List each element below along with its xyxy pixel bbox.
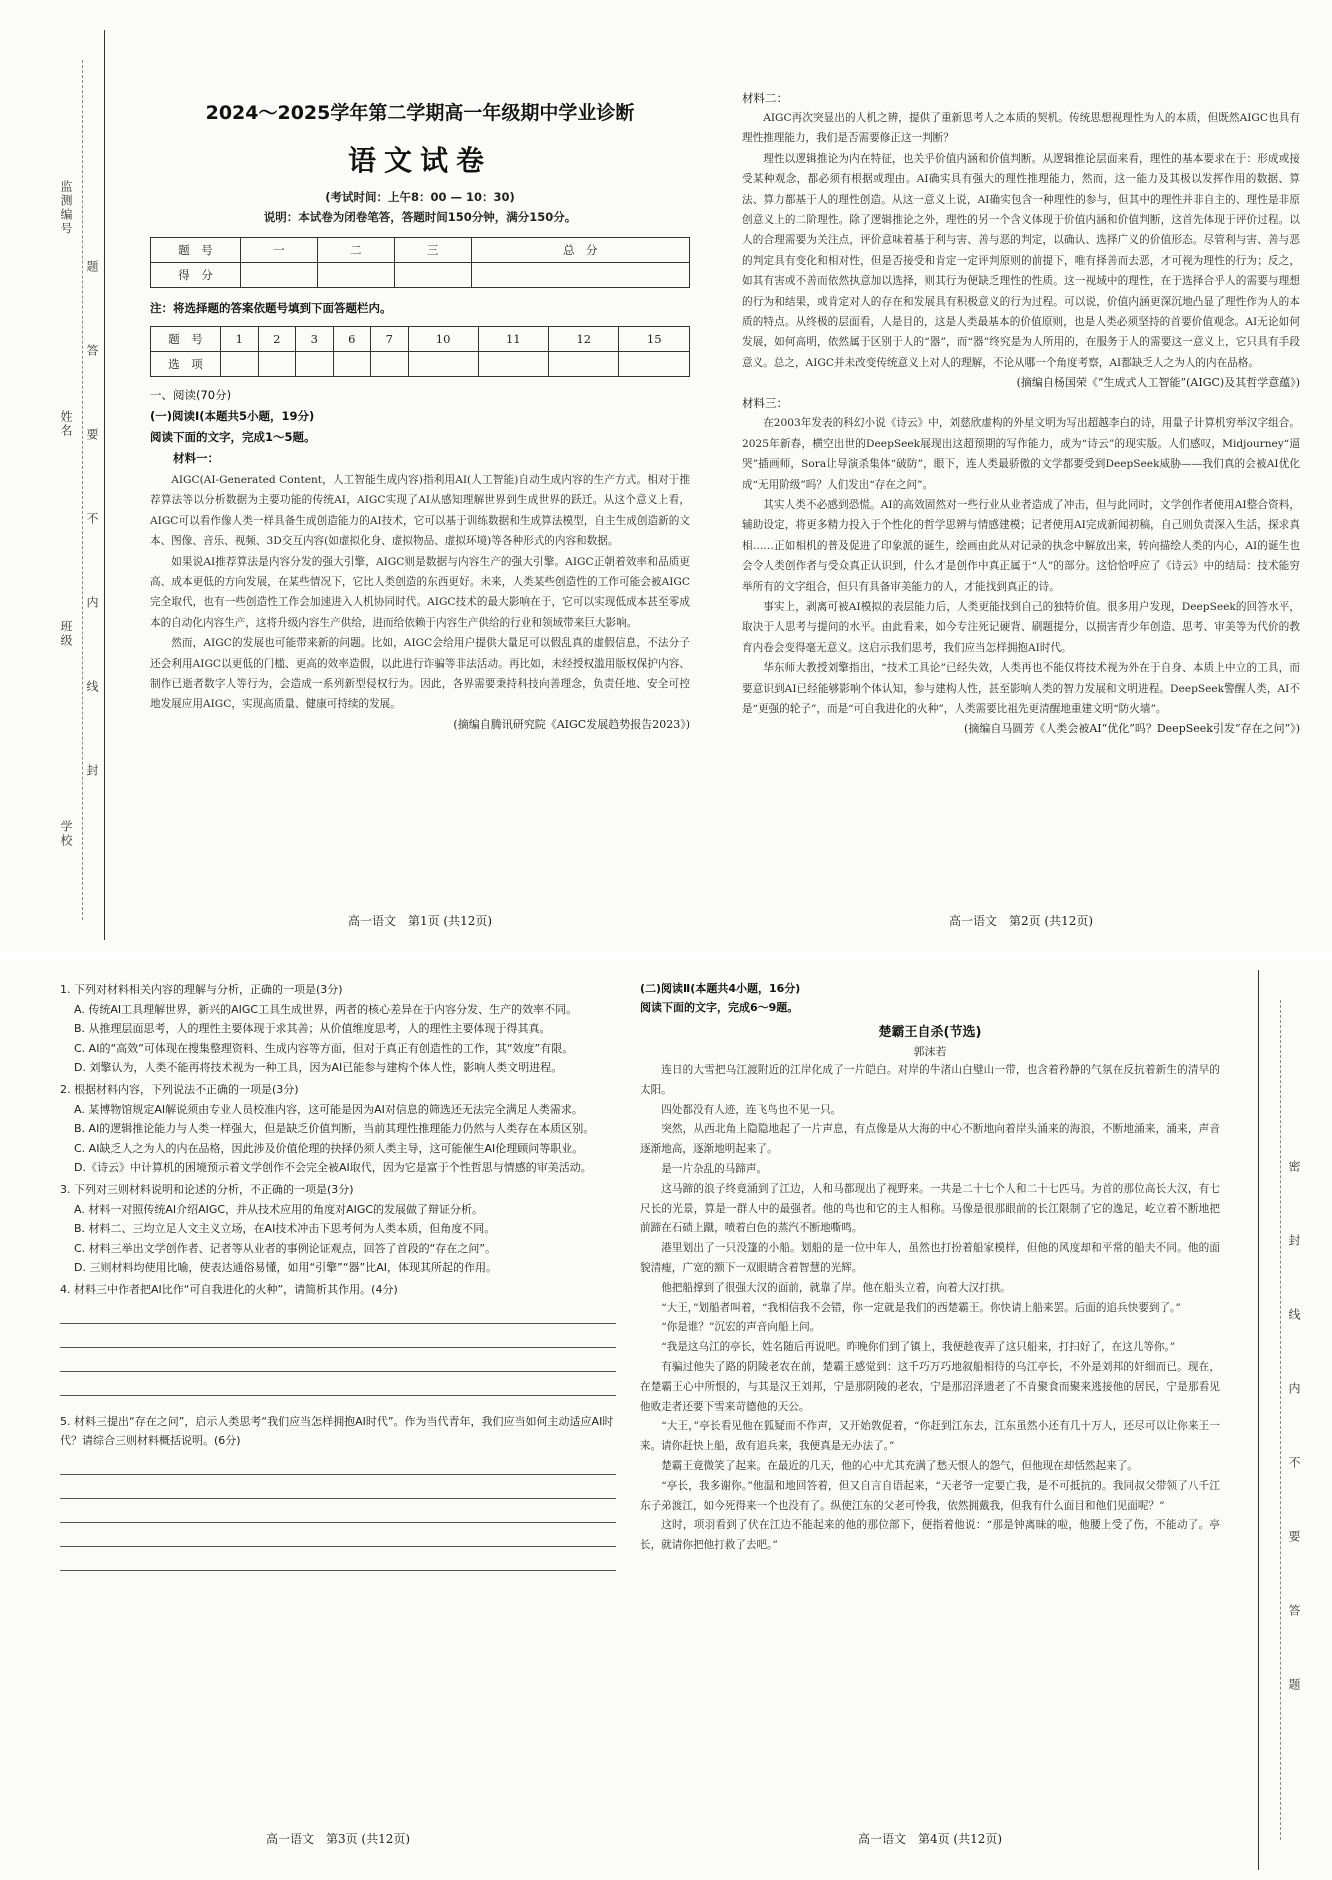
answer-line[interactable]	[60, 1300, 616, 1324]
option[interactable]: B. 材料二、三均立足人文主义立场，在AI技术冲击下思考何为人类本质，但角度不同。	[74, 1222, 496, 1236]
material1-label: 材料一：	[173, 451, 219, 465]
seal-dashed-line	[1280, 1000, 1281, 1840]
material2-paragraph: AIGC再次突显出的人机之辨，提供了重新思考人之本质的契机。传统思想视理性为人的本质，但既然AIGC也具有理性推理能力，我们是否需要修正这一判断？	[742, 112, 1300, 145]
page-footer: 高一语文 第2页 (共12页)	[948, 914, 1094, 928]
material1-source: (摘编自腾讯研究院《AIGC发展趋势报告2023》)	[453, 717, 690, 731]
option[interactable]: A. 传统AI工具理解世界，新兴的AIGC工具生成世界，两者的核心差异在于内容分发、生产的效率不同。	[74, 1002, 578, 1016]
question-4: 4. 材料三中作者把AI比作“可自我进化的火种”，请简析其作用。(4分)	[60, 1280, 616, 1396]
story-author: 郭沫若	[913, 1045, 947, 1058]
story-paragraph: 四处都没有人迹，连飞鸟也不见一只。	[661, 1103, 842, 1116]
story-paragraph: 这时，项羽看到了伏在江边不能起来的他的那位部下，便指着他说：“那是钟离昧的啦，他腰上受了伤，不能动了。亭长，就请你把他打救了去吧。”	[640, 1519, 1220, 1552]
page-footer: 高一语文 第4页 (共12页)	[857, 1832, 1003, 1846]
page3-content	[60, 980, 616, 1571]
story-paragraph: 突然，从西北角上隐隐地起了一片声息，有点像是从大海的中心不断地向着岸头涌来的海浪，不断地涌来，涌来，声音逐渐地高，逐渐地明起来了。	[640, 1123, 1220, 1156]
page-footer: 高一语文 第1页 (共12页)	[347, 914, 493, 928]
story-title: 楚霸王自杀(节选)	[878, 1025, 982, 1040]
page-gap	[0, 952, 1332, 960]
answer-cell[interactable]	[408, 352, 478, 377]
option[interactable]: A. 材料一对照传统AI介绍AIGC，并从技术应用的角度对AIGC的发展做了辩证分析。	[74, 1202, 484, 1216]
binding-line	[104, 30, 105, 940]
material3-label: 材料三：	[742, 396, 788, 411]
story-paragraph: “大王，”划船者叫着，“我相信我不会错，你一定就是我们的西楚霸王。你快请上船来罢。后面的追兵快要到了。”	[661, 1301, 1181, 1314]
page-footer: 高一语文 第3页 (共12页)	[265, 1832, 411, 1846]
material3-paragraph: 其实人类不必感到恐慌。AI的高效固然对一些行业从业者造成了冲击，但与此同时，文学创作者使用AI整合资料，辅助设定，将更多精力投入于个性化的哲学思辨与情感建模；记者使用AI完成新闻初稿，自己则负责深入生活，探求真相……正如相机的普及促进了印象派的诞生，绘画由此从对记录的执念中解放出来，转向描绘人类的内心，AI的诞生也会令人类创作者与受众真正认识到，什么才是创作中真正属于“人”的部分。这恰恰呼应了《诗云》中的结局：技术能穷举所有的文字组合，但只有具备审美能力的人，才能找到真正的诗。	[742, 498, 1300, 593]
page4-content	[640, 980, 1220, 1556]
answer-cell[interactable]	[371, 352, 409, 377]
material1-paragraph: 然而，AIGC的发展也可能带来新的问题。比如，AIGC会给用户提供大量足可以假乱真的虚假信息，不法分子还会利用AIGC以更低的门槛、更高的效率造假，以此进行诈骗等非法活动。再比如，未经授权滥用版权保护内容、制作已逝者数字人等行为，会造成一系列新型侵权行为。因此，各界需要秉持科技向善理念，负责任地、安全可控地发展应用AIGC，实现高质量、健康可持续的发展。	[150, 637, 690, 711]
answer-line[interactable]	[60, 1475, 616, 1499]
option[interactable]: D. 刘擎认为，人类不能再将技术视为一种工具，因为AI已能参与建构个体人性，影响人类文明进程。	[74, 1061, 563, 1075]
binding-line	[1258, 970, 1259, 1870]
score-cell[interactable]	[471, 263, 689, 288]
page-4	[640, 960, 1332, 1880]
name-label: 姓名	[59, 410, 73, 438]
reading1-heading: (一)阅读Ⅰ(本题共5小题，19分)	[150, 409, 315, 423]
question-1: 1. 下列对材料相关内容的理解与分析，正确的一项是(3分) A. 传统AI工具理解世界，新兴的AIGC工具生成世界，两者的核心差异在于内容分发、生产的效率不同。 B. 从推理层面思考，人的理性主要体现于求其善；从价值维度思考，人的理性主要体现于得其真。 C. AI的“高效”可体现在搜集整理资料、生成内容等方面，但对于真正有创造性的工作，其“效度”有限。 D. 刘擎认为，人类不能再将技术视为一种工具，因为AI已能参与建构个体人性，影响人类文明进程。	[60, 980, 616, 1078]
class-label: 班级	[59, 620, 73, 648]
question-3: 3. 下列对三则材料说明和论述的分析，不正确的一项是(3分) A. 材料一对照传统AI介绍AIGC，并从技术应用的角度对AIGC的发展做了辩证分析。 B. 材料二、三均立足人文主义立场，在AI技术冲击下思考何为人类本质，但角度不同。 C. 材料三举出文学创作者、记者等从业者的事例论证观点，回答了首段的“存在之问”。 D. 三则材料均使用比喻，使表达通俗易懂，如用“引擎”“器”比AI，体现其所起的作用。	[60, 1180, 616, 1278]
question-2: 2. 根据材料内容，下列说法不正确的一项是(3分) A. 某博物馆规定AI解说须由专业人员校准内容，这可能是因为AI对信息的筛选还无法完全满足人类需求。 B. AI的逻辑推论能力与人类一样强大，但是缺乏价值判断，当前其理性推理能力仍然与人类存在本质区别。 C. AI缺乏人之为人的内在品格，因此涉及价值伦理的抉择仍须人类主导，这可能催生AI伦理顾问等职业。 D.《诗云》中计算机的困境预示着文学创作不会完全被AI取代，因为它是富于个性哲思与情感的审美活动。	[60, 1080, 616, 1178]
story-paragraph: “你是谁？”沉宏的声音向船上问。	[661, 1321, 821, 1334]
answer-cell[interactable]	[478, 352, 548, 377]
material3-source: (摘编自马圆芳《人类会被AI“优化”吗？DeepSeek引发“存在之问”》)	[964, 722, 1300, 736]
material2-source: (摘编自杨国荣《“生成式人工智能”(AIGC)及其哲学意蕴》)	[1016, 376, 1300, 390]
reading2-instruction: 阅读下面的文字，完成6～9题。	[640, 1001, 799, 1014]
option[interactable]: D. 三则材料均使用比喻，使表达通俗易懂，如用“引擎”“器”比AI，体现其所起的作用。	[74, 1261, 498, 1275]
story-paragraph: 这马蹄的浪子终竟涌到了江边，人和马都现出了视野来。一共是二十七个人和二十七匹马。为首的那位高长大汉，有七尺长的光景，算是一群人中的最强者。他的鸟也和它的主人相称。马像是很那眼前的长江限制了它的逸足，屹立着不断地把前蹄在石碛上蹴，喷着白色的蒸汽不断地嘶鸣。	[640, 1182, 1220, 1235]
question-5: 5. 材料三提出“存在之问”，启示人类思考“我们应当怎样拥抱AI时代”。作为当代青年，我们应当如何主动适应AI时代？请综合三则材料概括说明。(6分)	[60, 1412, 616, 1571]
answer-cell[interactable]	[549, 352, 619, 377]
score-cell[interactable]	[394, 263, 471, 288]
option[interactable]: C. AI的“高效”可体现在搜集整理资料、生成内容等方面，但对于真正有创造性的工作，其“效度”有限。	[74, 1041, 574, 1055]
score-table: 题 号 一 二 三 总 分 得 分	[150, 237, 690, 288]
seal-text-right: 密 封 线 内 不 要 答 题	[1287, 1160, 1301, 1692]
exam-time: (考试时间：上午8：00 — 10：30)	[325, 190, 515, 204]
answer-line[interactable]	[60, 1523, 616, 1547]
material1-paragraph: 如果说AI推荐算法是内容分发的强大引擎，AIGC则是数据与内容生产的强大引擎。AIGC正朝着效率和品质更高、成本更低的方向发展，在某些情况下，它比人类创造的东西更好。未来，人类某些创造性的工作可能会被AIGC完全取代，也有一些创造性工作会加速进入人机协同时代。AIGC技术的最大影响在于，它可以实现低成本甚至零成本的自动化内容生产，这将升级内容生产供给，进而给依赖于内容生产供给的行业和领域带来巨大影响。	[150, 555, 690, 629]
answer-line[interactable]	[60, 1547, 616, 1571]
section-reading: 一、阅读(70分)	[150, 388, 232, 402]
option[interactable]: A. 某博物馆规定AI解说须由专业人员校准内容，这可能是因为AI对信息的筛选还无法完全满足人类需求。	[74, 1102, 583, 1116]
exam-subtitle: 语文试卷	[347, 144, 492, 177]
reading2-heading: (二)阅读Ⅱ(本题共4小题，16分)	[640, 982, 801, 995]
story-paragraph: 连日的大雪把乌江渡附近的江岸化成了一片皑白。对岸的牛渚山白璧山一带，也含着矜静的气氛在反抗着新生的清早的太阳。	[640, 1064, 1220, 1096]
page-3	[0, 960, 640, 1880]
story-paragraph: 他把船撑到了很强大汉的面前，就靠了岸。他在船头立着，向着大汉打拱。	[661, 1281, 1011, 1294]
choice-table: 题 号 1 2 3 6 7 10 11 12 15 选 项	[150, 326, 690, 377]
exam-number-label: 监测编号	[59, 180, 73, 236]
material2-label: 材料二：	[742, 91, 788, 105]
answer-line[interactable]	[60, 1372, 616, 1396]
material3-paragraph: 华东师大教授刘擎指出，“技术工具论”已经失效，人类再也不能仅将技术视为外在于自身、本质上中立的工具，而要意识到AI已经能够影响个体认知，参与建构人性，甚至影响人类的智力发展和文明进程。DeepSeek警醒人类，AI不是“更强的轮子”，而是“可自我进化的火种”，人类需要比祖先更清醒地重建文明“防火墙”。	[742, 662, 1300, 715]
answer-cell[interactable]	[258, 352, 296, 377]
option[interactable]: B. AI的逻辑推论能力与人类一样强大，但是缺乏价值判断，当前其理性推理能力仍然与人类存在本质区别。	[74, 1122, 595, 1136]
seal-dashed-line	[82, 60, 83, 920]
exam-title: 2024～2025学年第二学期高一年级期中学业诊断	[205, 102, 635, 124]
seal-text-inner: 题 答 要 不 内 线 封	[85, 260, 99, 778]
story-paragraph: 有骗过他失了路的阴陵老农在前，楚霸王感觉到：这千巧万巧地叙船相待的乌江亭长，不外是刘邦的奸细而已。现在，在楚霸王心中所恨的，与其是汉王刘邦，宁是那阴陵的老农，宁是那沼泽遗老了不肯聚食而聚来逃接他的居民，宁是那看见他败走者还要下雪来苛德他的天公。	[640, 1360, 1220, 1413]
answer-cell[interactable]	[619, 352, 690, 377]
story-paragraph: “亭长，我多谢你。”他温和地回答着，但又自言自语起来，“天老爷一定要亡我，是不可抵抗的。我同叔父带领了八千江东子弟渡江，如今死得来一个也没有了。纵使江东的父老可怜我，依然拥戴我，但我有什么面目和他们见面呢？”	[640, 1479, 1220, 1512]
page-2	[720, 0, 1332, 952]
material1-paragraph: AIGC(AI-Generated Content，人工智能生成内容)指利用AI(人工智能)自动生成内容的生产方式。相对于推荐算法等以分析数据为主要功能的传统AI，AIGC实现了AI从感知理解世界到生成世界的跃迁。从这个意义上看，AIGC可以看作像人类一样具备生成创造能力的AI技术，它可以基于训练数据和生成算法模型，自主生成创造新的文本、图像、音乐、视频、3D交互内容(如虚拟化身、虚拟物品、虚拟环境)等各种形式的内容和数据。	[150, 474, 690, 548]
answer-line[interactable]	[60, 1348, 616, 1372]
score-cell[interactable]	[241, 263, 318, 288]
answer-line[interactable]	[60, 1324, 616, 1348]
answer-line[interactable]	[60, 1499, 616, 1523]
school-label: 学校	[59, 820, 73, 848]
story-paragraph: 港里划出了一只没篷的小船。划船的是一位中年人，虽然也打扮着船家模样，但他的风度却和平常的船夫不同。他的面貌清瘦，广宽的额下一双眼睛含着智慧的光辉。	[640, 1242, 1220, 1274]
material2-paragraph: 理性以逻辑推论为内在特征，也关乎价值内涵和价值判断。从逻辑推论层面来看，理性的基本要求在于：形成或接受某种观念，都必须有根据或理由。AI确实具有强大的理性推理能力，然而，这一能力及其极以发挥作用的数据、算法、算力都基于人的理性创造。从这一意义上说，AI确实包含一种理性的参与，但其中的理性并非自主的、理性是非原创意义上的二阶理性。除了逻辑推论之外，理性的另一个含义体现于价值内涵和价值判断，这首先体现于评价过程。以人的合理需要为关注点，评价意味着基于利与害、善与恶的判定，以确认、选择广义的价值形态。尽管利与害、善与恶的判定具有变化和相对性，但是否接受和肯定一定评判原则的前提下，唯有择善而去恶，才可视为理性的行为；反之，如其有害或不善而依然执意加以选择，则其行为便缺乏理性的性质。这一视域中的理性，在于选择合乎人的需要与理想的行为和结果，或肯定对人的存在和发展具有积极意义的行为过程。可以说，价值内涵更深沉地凸显了理性作为人的本质的特点。从终极的层面看，人是目的，这是人类最基本的价值原则，也是人类必须坚持的首要价值观念。AI无论如何发展，如何高明，依然属于区别于人的“器”，而“器”终究是为人所用的，在服务于人的需要这一意义上，它只具有手段意义。总之，AIGC并未改变传统意义上对人的理解，不论从哪一个角度考察，AI都缺乏人之为人的内在品格。	[742, 152, 1300, 369]
page-1	[0, 0, 720, 952]
story-paragraph: 是一片杂乱的马蹄声。	[661, 1162, 768, 1175]
option[interactable]: C. AI缺乏人之为人的内在品格，因此涉及价值伦理的抉择仍须人类主导，这可能催生AI伦理顾问等职业。	[74, 1141, 584, 1155]
option[interactable]: B. 从推理层面思考，人的理性主要体现于求其善；从价值维度思考，人的理性主要体现于得其真。	[74, 1022, 551, 1036]
answer-cell[interactable]	[221, 352, 259, 377]
answer-line[interactable]	[60, 1451, 616, 1475]
material3-paragraph: 事实上，剥离可被AI模拟的表层能力后，人类更能找到自己的独特价值。很多用户发现，DeepSeek的回答水平，取决于人思考与提问的水平。由此看来，如今专注死记硬背、刷题提分，以损害青少年创造、思考、审美等为代价的教育内卷会变得毫无意义。这启示我们思考，我们应当怎样拥抱AI时代。	[742, 600, 1300, 654]
option[interactable]: C. 材料三举出文学创作者、记者等从业者的事例论证观点，回答了首段的“存在之问”。	[74, 1241, 497, 1255]
answer-cell[interactable]	[296, 352, 334, 377]
page2-content	[742, 90, 1300, 739]
story-paragraph: “大王，”亭长看见他在狐疑而不作声，又开始敦促着，“你赶到江东去，江东虽然小还有几十万人，还尽可以让你来王一来。请你赶快上船，敌有追兵来，我便真是无办法了。”	[640, 1420, 1220, 1453]
reading1-instruction: 阅读下面的文字，完成1～5题。	[150, 430, 316, 444]
story-paragraph: “我是这乌江的亭长，姓名随后再说吧。昨晚你们到了镇上，我便趁夜弄了这只船来，打扫好了，在这儿等你。”	[661, 1341, 1176, 1354]
page1-content	[150, 98, 690, 735]
exam-note: 说明：本试卷为闭卷笔答，答题时间150分钟，满分150分。	[263, 210, 577, 224]
material3-paragraph: 在2003年发表的科幻小说《诗云》中，刘慈欣虚构的外星文明为写出超越李白的诗，用量子计算机穷举汉字组合。2025年新春，横空出世的DeepSeek展现出这超预期的写作能力，成为“诗云”的现实版。人们感叹，Midjourney“逼哭”插画师，Sora让导演杀集体“破防”，眼下，连人类最骄傲的文学都要受到DeepSeek威胁——我们真的会被AI优化成“无用阶级”吗？人们发出“存在之问”。	[742, 417, 1300, 491]
option[interactable]: D.《诗云》中计算机的困境预示着文学创作不会完全被AI取代，因为它是富于个性哲思与情感的审美活动。	[74, 1161, 592, 1175]
choice-note: 注：将选择题的答案依题号填到下面答题栏内。	[150, 301, 392, 315]
story-paragraph: 楚霸王竟微笑了起来。在最近的几天，他的心中尤其充满了愁天恨人的怨气，但他现在却恬然起来了。	[661, 1459, 1138, 1472]
score-cell[interactable]	[317, 263, 394, 288]
answer-cell[interactable]	[333, 352, 371, 377]
